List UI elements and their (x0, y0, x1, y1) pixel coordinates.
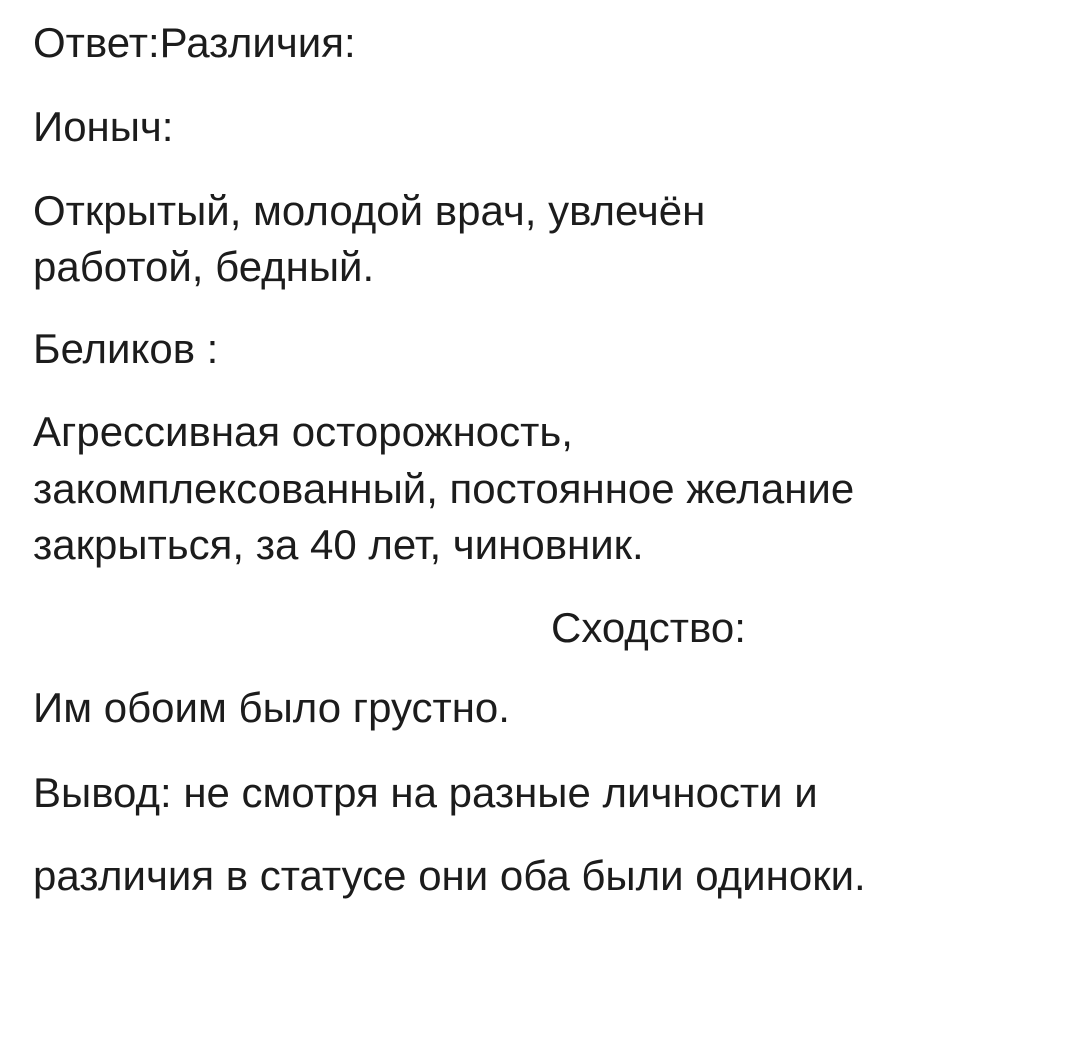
conclusion-line-2: различия в статусе они оба были одиноки. (33, 852, 866, 899)
conclusion-line-1: Вывод: не смотря на разные личности и (33, 769, 818, 816)
similarity-text: Им обоим было грустно. (33, 684, 510, 731)
belikov-description-line-1: Агрессивная осторожность, (33, 408, 573, 455)
ionych-description-line-1: Открытый, молодой врач, увлечён (33, 187, 706, 234)
belikov-description-line-2: закомплексованный, постоянное желание (33, 465, 855, 512)
belikov-description-line-3: закрыться, за 40 лет, чиновник. (33, 521, 644, 568)
ionych-description-line-2: работой, бедный. (33, 243, 375, 290)
ionych-label: Ионыч: (33, 103, 174, 150)
similarity-label: Сходство: (551, 604, 746, 651)
belikov-label: Беликов : (33, 325, 219, 372)
answer-heading: Ответ:Различия: (33, 19, 356, 66)
